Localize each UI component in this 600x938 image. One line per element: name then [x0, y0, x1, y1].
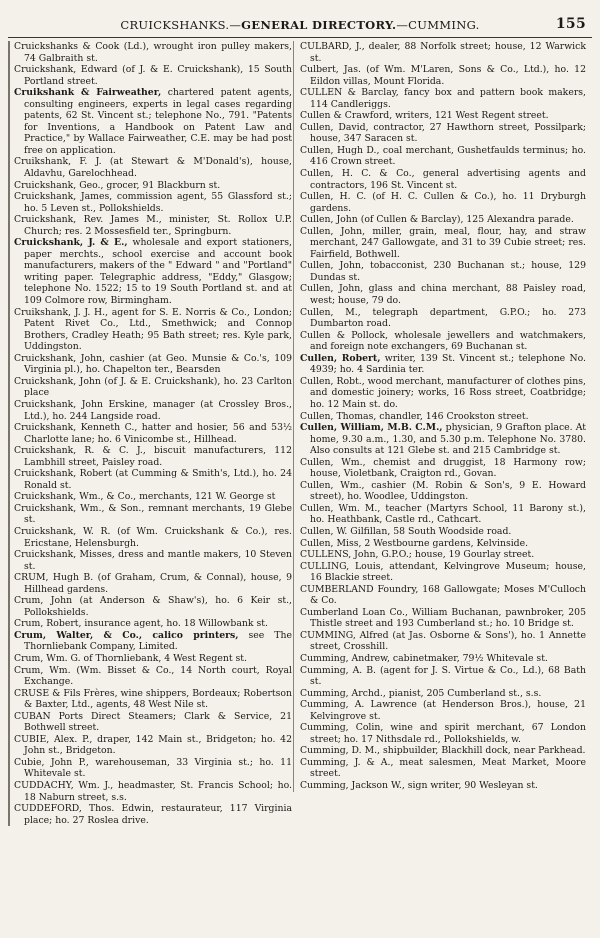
entry-text: Cullen, Miss, 2 Westbourne gardens, Kelvinside. — [300, 537, 529, 549]
directory-entry — [14, 688, 292, 711]
entry-text: Cullen, Wm., chemist and druggist, 18 Harmony row; house, Violetbank, Craigton rd., Govan. — [300, 456, 586, 480]
entry-text: Cruickshank, Geo., grocer, 91 Blackburn st. — [14, 179, 221, 191]
directory-entry — [300, 353, 586, 376]
entry-text: CRUM, Hugh B. (of Graham, Crum, & Connal), house, 9 Hillhead gardens. — [14, 572, 292, 595]
entry-bold-name: Cullen, Robert, — [300, 352, 381, 364]
entry-bold-name: Crum, Walter, & Co., calico printers, — [14, 629, 239, 641]
directory-entry — [14, 399, 292, 422]
entry-text: Cruikshank, F. J. (at Stewart & M'Donald's), house, Aldavhu, Garelochhead. — [14, 156, 292, 180]
directory-entry — [14, 376, 292, 399]
directory-entry — [14, 572, 292, 595]
entry-text: Cruikshank, J. J. H., agent for S. E. Norris & Co., London; Patent Rivet Co., Ltd., Smethwick; and Connop Brothers, Cradley Heath; 95 Bath street; res. Kyle park, Uddingston. — [14, 306, 292, 353]
running-head-center — [14, 18, 586, 32]
directory-entry — [14, 630, 292, 653]
directory-entry — [300, 283, 586, 306]
entry-text: CUBAN Ports Direct Steamers; Clark & Service, 21 Bothwell street. — [14, 710, 292, 734]
directory-entry — [300, 480, 586, 503]
running-head-left: CRUICKSHANKS.— — [120, 18, 242, 32]
directory-entry — [300, 503, 586, 526]
entry-text: Crum, Wm. (Wm. Bisset & Co., 14 North court, Royal Exchange. — [14, 664, 292, 688]
directory-entry — [14, 803, 292, 826]
directory-entry — [14, 307, 292, 353]
entry-text: Cullen, John (of Cullen & Barclay), 125 Alexandra parade. — [300, 214, 574, 226]
entry-text: Cullen, John, miller, grain, meal, flour, hay, and straw merchant, 247 Gallowgate, and 31 to 39 Cubie street; res. Fairfield, Bothwell. — [300, 225, 586, 260]
entry-text: Cullen, Wm., cashier (M. Robin & Son's, 9 E. Howard street), ho. Woodlee, Uddingston. — [300, 479, 586, 503]
directory-entry — [300, 688, 586, 700]
directory-entry — [14, 618, 292, 630]
directory-entry — [14, 503, 292, 526]
directory-entry — [300, 191, 586, 214]
entry-text: Cruickshank, Kenneth C., hatter and hosier, 56 and 53½ Charlotte lane; ho. 6 Vinicombe st., Hillhead. — [14, 422, 292, 445]
directory-entry — [300, 745, 586, 757]
directory-entry — [300, 653, 586, 665]
directory-entry — [300, 214, 586, 226]
entry-text: CUMMING, Alfred (at Jas. Osborne & Sons'), ho. 1 Annette street, Crosshill. — [300, 629, 586, 653]
directory-entry — [300, 757, 586, 780]
entry-text: Cumming, A. Lawrence (at Henderson Bros.), house, 21 Kelvingrove st. — [300, 699, 586, 722]
directory-entry — [300, 168, 586, 191]
entry-text: Cumming, D. M., shipbuilder, Blackhill dock, near Parkhead. — [300, 745, 586, 757]
entry-text: Cullen & Crawford, writers, 121 West Regent street. — [300, 110, 549, 122]
entry-text: Cullen, Robt., wood merchant, manufacturer of clothes pins, and domestic joinery; works, 16 Ross street, Coatbridge; ho. 12 Main st. do. — [300, 375, 586, 410]
running-head-title: GENERAL DIRECTORY. — [241, 18, 397, 32]
left-column — [8, 41, 292, 826]
directory-entry — [300, 64, 586, 87]
entry-text: physician, 9 Grafton place. At home, 9.30 a.m., 1.30, and 5.30 p.m. Telephone No. 3780. Also consults at 121 Glebe st. and 215 Cambridge st. — [310, 422, 586, 457]
directory-entry — [300, 122, 586, 145]
directory-entry — [14, 780, 292, 803]
directory-entry — [14, 526, 292, 549]
directory-entry — [14, 87, 292, 156]
directory-entry — [300, 411, 586, 423]
directory-entry — [14, 711, 292, 734]
entry-text: CULLEN & Barclay, fancy box and pattern book makers, 114 Candleriggs. — [300, 87, 586, 110]
entry-text: Cullen & Pollock, wholesale jewellers and watchmakers, and foreign note exchangers, 69 Buchanan st. — [300, 329, 586, 353]
running-head-right: —CUMMING. — [396, 18, 480, 32]
directory-entry — [14, 665, 292, 688]
directory-entry — [300, 41, 586, 64]
directory-entry — [300, 422, 586, 457]
entry-text: Cruickshank, John Erskine, manager (at Crossley Bros., Ltd.), ho. 244 Langside road. — [14, 398, 292, 422]
entry-text: Cullen, John, glass and china merchant, 88 Paisley road, west; house, 79 do. — [300, 283, 586, 307]
right-column — [300, 41, 586, 792]
entry-text: see The Thornliebank Company, Limited. — [24, 629, 292, 653]
directory-entry — [14, 549, 292, 572]
directory-entry — [14, 353, 292, 376]
directory-entry — [300, 260, 586, 283]
entry-text: CULLENS, John, G.P.O.; house, 19 Gourlay street. — [300, 549, 535, 561]
directory-entry — [300, 561, 586, 584]
entry-text: Cullen, W. Gilfillan, 58 South Woodside road. — [300, 525, 512, 537]
entry-bold-name: Cruikshank & Fairweather, — [14, 87, 162, 99]
directory-entry — [300, 780, 586, 792]
entry-text: Cullen, H. C. & Co., general advertising agents and contractors, 196 St. Vincent st. — [300, 168, 586, 191]
entry-text: Cullen, David, contractor, 27 Hawthorn street, Possilpark; house, 347 Saracen st. — [300, 121, 586, 145]
entry-text: Culbert, Jas. (of Wm. M'Laren, Sons & Co., Ltd.), ho. 12 Eildon villas, Mount Florida. — [300, 64, 586, 87]
entry-text: Cullen, M., telegraph department, G.P.O.; ho. 273 Dumbarton road. — [300, 306, 586, 330]
entry-text: CRUSE & Fils Frères, wine shippers, Bordeaux; Robertson & Baxter, Ltd., agents, 48 West Nile st. — [14, 687, 292, 711]
entry-text: Cumming, A. B. (agent for J. S. Virtue & Co., Ld.), 68 Bath st. — [300, 664, 586, 688]
directory-entry — [300, 145, 586, 168]
entry-text: Cullen, H. C. (of H. C. Cullen & Co.), ho. 11 Dryburgh gardens. — [300, 191, 586, 214]
entry-text: Cruickshank, John, cashier (at Geo. Munsie & Co.'s, 109 Virginia pl.), ho. Chapelton ter., Bearsden — [14, 352, 292, 376]
header-rule — [8, 37, 592, 38]
directory-entry — [300, 607, 586, 630]
entry-text: Cullen, Thomas, chandler, 146 Crookston street. — [300, 410, 529, 422]
entry-text: Cruickshank, W. R. (of Wm. Cruickshank & Co.), res. Ericstane, Helensburgh. — [14, 525, 292, 549]
directory-entry — [14, 422, 292, 445]
directory-entry — [14, 468, 292, 491]
entry-text: Cruickshank, Wm., & Son., remnant merchants, 19 Glebe st. — [14, 502, 292, 526]
entry-text: Cruickshank, R. & C. J., biscuit manufacturers, 112 Lambhill street, Paisley road. — [14, 445, 292, 468]
directory-entry — [14, 491, 292, 503]
directory-entry — [14, 237, 292, 306]
directory-entry — [14, 757, 292, 780]
entry-text: CULLING, Louis, attendant, Kelvingrove Museum; house, 16 Blackie street. — [300, 560, 586, 584]
entry-text: Cubie, John P., warehouseman, 33 Virginia st.; ho. 11 Whitevale st. — [14, 756, 292, 780]
entry-text: wholesale and export stationers, paper merchts., school exercise and account book manufacturers, makers of the " Edward " and "Portland" writing paper. Telegraphic address, "Eddy," Glasgow; telephone No. 1522; 15 to 19 South Portland st. and at 109 Colmore row, Birmingham. — [24, 237, 292, 307]
directory-entry — [14, 214, 292, 237]
directory-entry — [300, 457, 586, 480]
entry-bold-name: Cruickshank, J. & E., — [14, 237, 128, 249]
entry-text: CUDDEFORD, Thos. Edwin, restaurateur, 117 Virginia place; ho. 27 Roslea drive. — [14, 803, 292, 826]
directory-entry — [14, 64, 292, 87]
entry-text: CUBIE, Alex. P., draper, 142 Main st., Bridgeton; ho. 42 John st., Bridgeton. — [14, 733, 292, 757]
entry-text: Cullen, Wm. M., teacher (Martyrs School, 11 Barony st.), ho. Heathbank, Castle rd., Cathcart. — [300, 502, 586, 526]
entry-text: chartered patent agents, consulting engineers, experts in legal cases regarding patents, 62 St. Vincent st.; telephone No., 791. "Patents for Inventions, a Handbook on Patent Law and Practice," by Wallace Fairweather, C.E. may be had post free on application. — [24, 87, 292, 156]
entry-text: Cullen, John, tobacconist, 230 Buchanan st.; house, 129 Dundas st. — [300, 260, 586, 283]
entry-text: Cumming, J. & A., meat salesmen, Meat Market, Moore street. — [300, 756, 586, 780]
entry-text: CULBARD, J., dealer, 88 Norfolk street; house, 12 Warwick st. — [300, 41, 586, 64]
entry-text: Cruickshank, James, commission agent, 55 Glassford st.; ho. 5 Leven st., Pollokshields. — [14, 191, 292, 214]
entry-text: Cumming, Colin, wine and spirit merchant, 67 London street; ho. 17 Nithsdale rd., Pollokshields, w. — [300, 722, 586, 745]
directory-entry — [14, 653, 292, 665]
directory-entry — [300, 584, 586, 607]
entry-text: CUDDACHY, Wm. J., headmaster, St. Francis School; ho. 18 Naburn street, s.s. — [14, 780, 292, 803]
directory-entry — [300, 630, 586, 653]
entry-text: Crum, Wm. G. of Thornliebank, 4 West Regent st. — [14, 652, 247, 664]
entry-text: Cruickshank, Edward (of J. & E. Cruickshank), 15 South Portland street. — [14, 64, 292, 87]
entry-text: Cumberland Loan Co., William Buchanan, pawnbroker, 205 Thistle street and 193 Cumberland st.; ho. 10 Bridge st. — [300, 606, 586, 630]
entry-text: Cruickshank, John (of J. & E. Cruickshank), ho. 23 Carlton place — [14, 375, 292, 399]
directory-entry — [14, 180, 292, 192]
directory-entry — [14, 445, 292, 468]
directory-entry — [300, 376, 586, 411]
page-header — [14, 18, 586, 34]
entry-text: Cullen, Hugh D., coal merchant, Gushetfaulds terminus; ho. 416 Crown street. — [300, 144, 586, 168]
directory-entry — [300, 110, 586, 122]
directory-entry — [14, 191, 292, 214]
directory-entry — [14, 595, 292, 618]
entry-text: writer, 139 St. Vincent st.; telephone No. 4939; ho. 4 Sardinia ter. — [310, 352, 586, 376]
entry-text: Cumming, Archd., pianist, 205 Cumberland st., s.s. — [300, 687, 542, 699]
entry-bold-name: Cullen, William, M.B. C.M., — [300, 422, 443, 434]
directory-entry — [300, 699, 586, 722]
directory-entry — [300, 307, 586, 330]
entry-text: Crum, Robert, insurance agent, ho. 18 Willowbank st. — [14, 618, 268, 630]
page-number: 155 — [555, 16, 586, 32]
entry-text: CUMBERLAND Foundry, 168 Gallowgate; Moses M'Culloch & Co. — [300, 583, 586, 607]
directory-entry — [300, 538, 586, 550]
entry-text: Cruickshank, Rev. James M., minister, St. Rollox U.P. Church; res. 2 Mossesfield ter., Springburn. — [14, 214, 292, 237]
directory-entry — [300, 665, 586, 688]
directory-entry — [14, 156, 292, 179]
entry-text: Cumming, Jackson W., sign writer, 90 Wesleyan st. — [300, 780, 538, 791]
directory-entry — [300, 87, 586, 110]
directory-entry — [300, 722, 586, 745]
directory-entry — [300, 549, 586, 561]
entry-text: Cruickshank, Wm., & Co., merchants, 121 W. George st — [14, 491, 276, 503]
entry-text: Cumming, Andrew, cabinetmaker, 79½ Whitevale st. — [300, 652, 548, 664]
directory-entry — [300, 330, 586, 353]
entry-text: Cruickshanks & Cook (Ld.), wrought iron pulley makers, 74 Galbraith st. — [14, 41, 292, 64]
directory-entry — [300, 526, 586, 538]
directory-entry — [14, 41, 292, 64]
entry-text: Crum, John (at Anderson & Shaw's), ho. 6 Keir st., Pollokshields. — [14, 595, 292, 618]
entry-text: Cruickshank, Robert (at Cumming & Smith's, Ltd.), ho. 24 Ronald st. — [14, 468, 292, 491]
directory-entry — [300, 226, 586, 261]
entry-text: Cruickshank, Misses, dress and mantle makers, 10 Steven st. — [14, 549, 292, 572]
directory-entry — [14, 734, 292, 757]
